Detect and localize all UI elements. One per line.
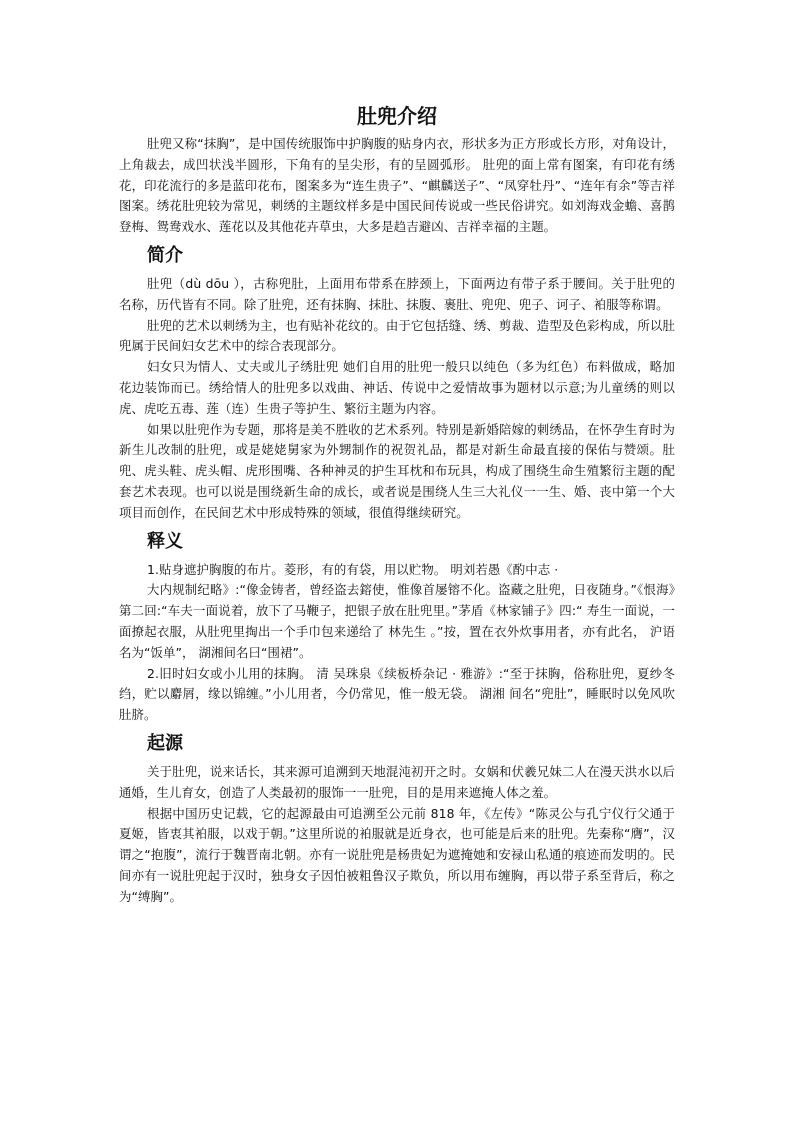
paragraph: 肚兜（dù dōu ），古称兜肚，上面用布带系在脖颈上，下面两边有带子系于腰间。关于肚兜的名称，历代皆有不同。除了肚兜，还有抹胸、抹肚、抹腹、裹肚、兜兜、兜子、诃子、袙服等称谓。: [119, 275, 675, 312]
document-page: [119, 102, 675, 908]
paragraph: 妇女只为情人、丈夫或儿子绣肚兜 她们自用的肚兜一般只以纯色（多为红色）布料做成，略加花边装饰而已。绣给情人的肚兜多以戏曲、神话、传说中之爱情故事为题材以示意;为儿童绣的则以虎、虎吃五毒、莲（连）生贵子等护生、繁衍主题为内容。: [119, 359, 675, 416]
paragraph: 肚兜的艺术以刺绣为主，也有贴补花纹的。由于它包括缝、绣、剪裁、造型及色彩构成，所以肚兜属于民间妇女艺术中的综合表现部分。: [119, 317, 675, 354]
paragraph: 根据中国历史记载，它的起源最由可追溯至公元前 818 年，《左传》“陈灵公与孔宁仪行父通于夏姬，皆衷其袙服，以戏于朝。”这里所说的袙服就是近身衣，也可能是后来的肚兜。先秦称“膺”，汉谓之“抱腹”，流行于魏晋南北朝。亦有一说肚兜是杨贵妃为遮掩她和安禄山私通的痕迹而发明的。民间亦有一说肚兜起于汉时，独身女子因怕被粗鲁汉子欺负，所以用布缠胸，再以带子系至背后，称之为“缚胸”。: [119, 805, 675, 904]
section-heading-origin: 起源: [147, 732, 183, 754]
paragraph: 如果以肚兜作为专题，那将是美不胜收的艺术系列。特别是新婚陪嫁的刺绣品，在怀孕生育时为新生儿改制的肚兜，或是姥姥舅家为外甥制作的祝贺礼品，都是对新生命最直接的保佑与赞颂。肚兜、虎头鞋、虎头帽、虎形围嘴、各种神灵的护生耳枕和布玩具，构成了围绕生命生殖繁衍主题的配套艺术表现。也可以说是围绕新生命的成长，或者说是围绕人生三大礼仪一一生、婚、丧中第一个大项目而创作，在民间艺术中形成特殊的领域，很值得继续研究。: [119, 421, 675, 520]
list-item: 2.旧时妇女或小儿用的抹胸。 清 吴珠泉《续板桥杂记 · 雅游》:“至于抹胸，俗称肚兜，夏纱冬绉，贮以麝屑，缘以锦缠。”小儿用者，今仍常见，惟一般无袋。 湖湘 间名“兜肚”，睡眠时以免风吹肚脐。: [119, 665, 675, 723]
section-heading-meaning: 释义: [147, 530, 183, 552]
paragraph: 大内规制纪略》:“像金铸者，曾经盗去鎔使，惟像首屡镕不化。盗藏之肚兜，日夜随身。”《恨海》第二回:“车夫一面说着，放下了马鞭子，把银子放在肚兜里。”茅盾《林家铺子》四:“ 寿生一面说，一面撩起衣服，从肚兜里掏出一个手巾包来递给了 林先生 。”按，置在衣外炊事用者，亦有此名， 沪语名为“饭单”， 湖湘间名曰“围裙”。: [119, 582, 675, 660]
document-title: 肚兜介绍: [357, 104, 437, 128]
paragraph: 关于肚兜，说来话长，其来源可追溯到天地混沌初开之时。女娲和伏羲兄妹二人在漫天洪水以后通婚，生儿育女，创造了人类最初的服饰一一肚兜，目的是用来遮掩人体之羞。: [119, 763, 675, 800]
list-item: 1.贴身遮护胸腹的布片。菱形，有的有袋，用以贮物。 明刘若愚《酌中志 ·: [147, 561, 559, 577]
intro-paragraph: 肚兜又称“抹胸”，是中国传统服饰中护胸腹的贴身内衣，形状多为正方形或长方形，对角设计，上角裁去，成凹状浅半圆形，下角有的呈尖形，有的呈圆弧形。 肚兜的面上常有图案，有印花有绣花，印花流行的多是蓝印花布，图案多为“连生贵子”、“麒麟送子”、“凤穿牡丹”、“连年有余”等吉祥图案。绣花肚兜较为常见，刺绣的主题纹样多是中国民间传说或一些民俗讲究。如刘海戏金蟾、喜鹊登梅、鸳鸯戏水、莲花以及其他花卉草虫，大多是趋吉避凶、吉祥幸福的主题。: [119, 136, 675, 235]
section-heading-intro: 简介: [147, 244, 183, 266]
